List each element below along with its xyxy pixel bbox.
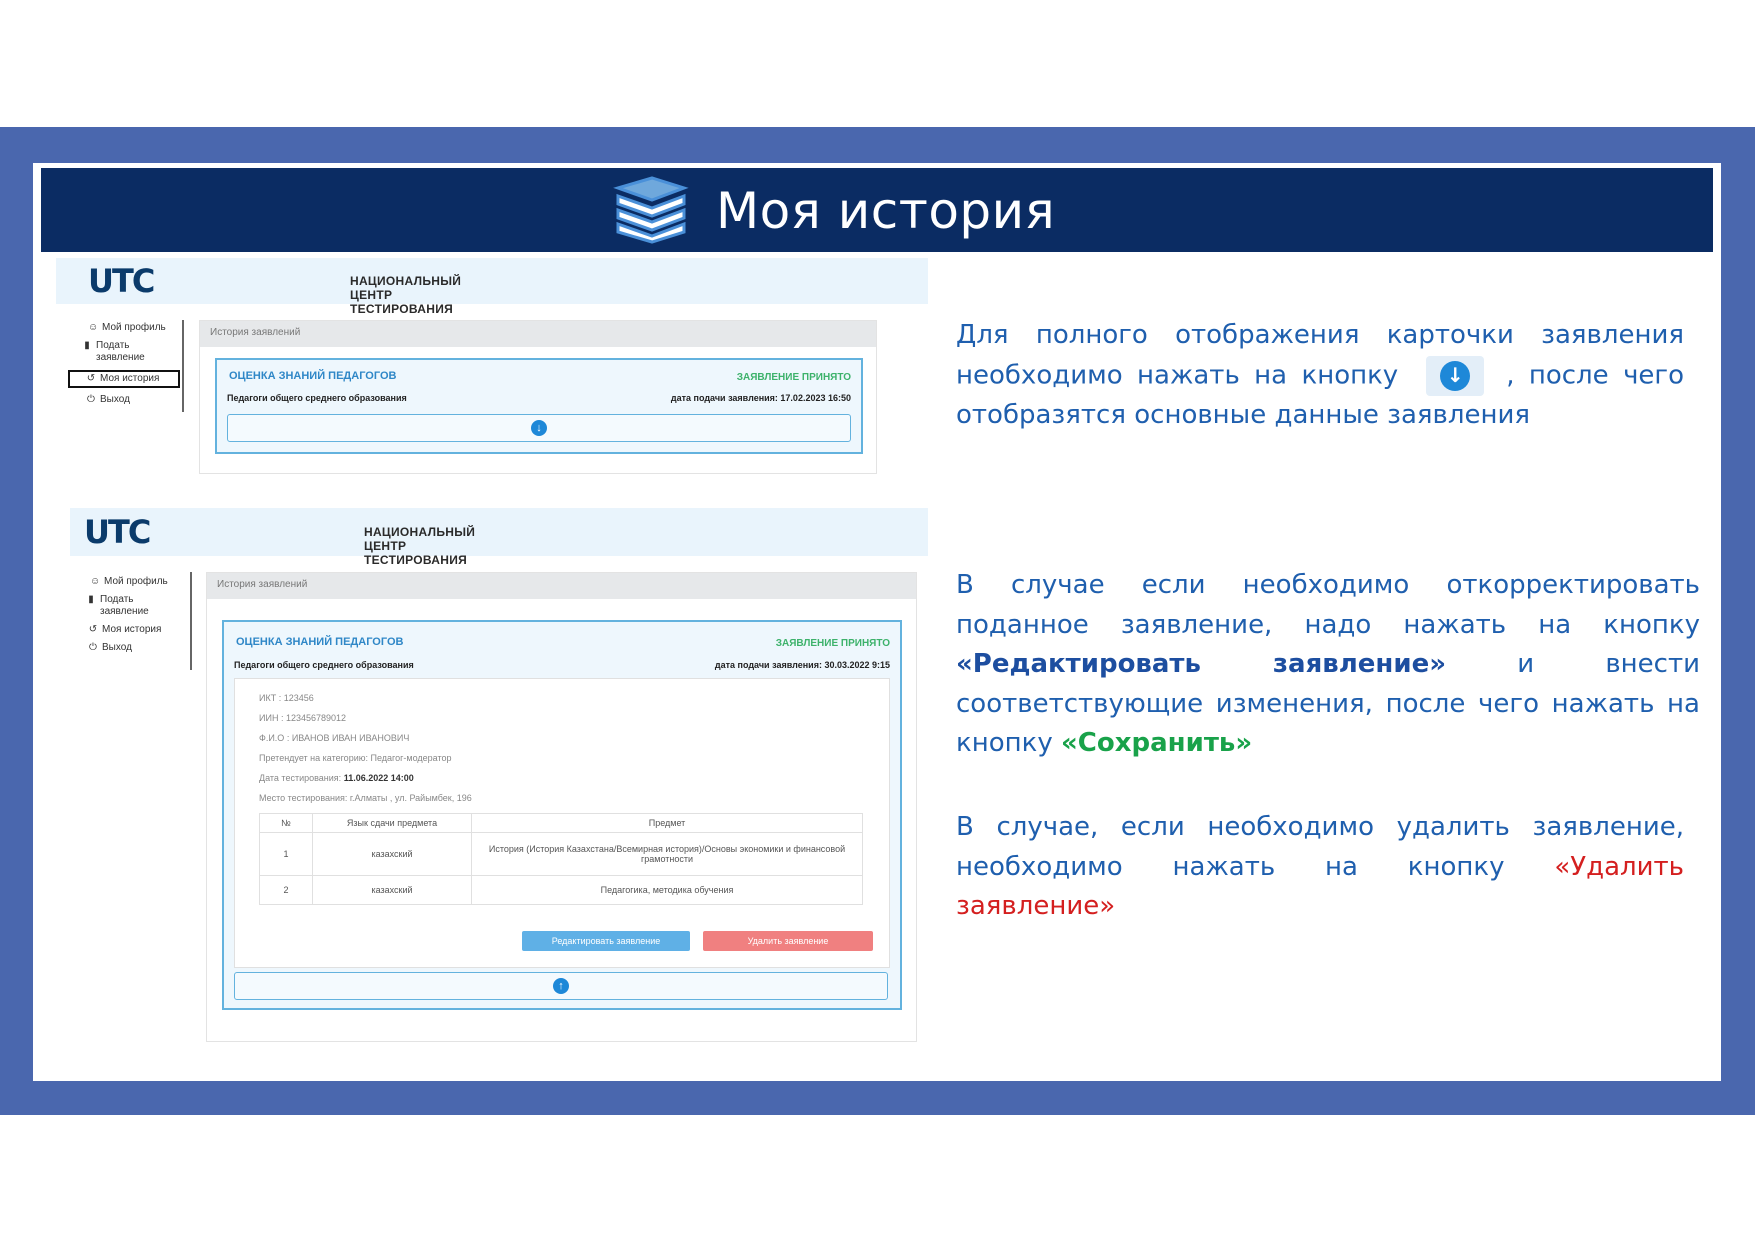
col-subject: Предмет (472, 814, 863, 833)
detail-place: Место тестирования: г.Алматы , ул. Райымбек, 196 (259, 793, 472, 803)
panel-title: История заявлений (207, 573, 916, 599)
application-card (222, 620, 902, 1010)
table-row (260, 833, 863, 876)
file-icon: ▮ (84, 340, 90, 351)
paragraph-delete-hint (956, 808, 1684, 927)
menu-label: Мой профиль (104, 576, 168, 587)
menu-label: Моя история (102, 624, 162, 635)
cell-subject: История (История Казахстана/Всемирная история)/Основы экономики и финансовой грамотности (472, 833, 863, 876)
user-icon: ☺ (90, 576, 101, 587)
history-icon: ↺ (86, 373, 96, 384)
card-date: дата подачи заявления: 17.02.2023 16:50 (670, 393, 851, 403)
menu-divider (182, 320, 184, 412)
detail-ikt: ИКТ : 123456 (259, 693, 314, 703)
site-header-title: НАЦИОНАЛЬНЫЙ ЦЕНТР ТЕСТИРОВАНИЯ (350, 274, 462, 316)
site-header-title: НАЦИОНАЛЬНЫЙ ЦЕНТР ТЕСТИРОВАНИЯ (364, 525, 476, 567)
utc-logo (88, 262, 153, 300)
arrow-up-icon: ↑ (553, 978, 569, 994)
card-title: ОЦЕНКА ЗНАНИЙ ПЕДАГОГОВ (229, 370, 397, 382)
paragraph-edit-hint (956, 566, 1700, 764)
menu-item-history[interactable] (68, 370, 180, 388)
file-icon: ▮ (88, 594, 94, 605)
p1-text-end: , после чего отобразятся основные данные заявления (956, 360, 1684, 430)
application-card (215, 358, 863, 454)
side-menu (78, 576, 188, 660)
delete-application-button[interactable]: Удалить заявление (703, 931, 873, 951)
panel-title: История заявлений (200, 321, 876, 347)
books-icon (612, 174, 690, 249)
card-subtitle: Педагоги общего среднего образования (227, 393, 407, 403)
card-date: дата подачи заявления: 30.03.2022 9:15 (714, 660, 890, 670)
p1-text-start: Для полного отображения карточки заявления необходимо нажать на кнопку (956, 320, 1684, 390)
arrow-down-icon: ↓ (531, 420, 547, 436)
p2-text-middle: и внести соответствующие изменения, после чего нажать на кнопку (956, 649, 1700, 758)
cell-subject: Педагогика, методика обучения (472, 876, 863, 905)
test-date-label: Дата тестирования: (259, 773, 342, 783)
card-subtitle: Педагоги общего среднего образования (234, 660, 414, 670)
menu-item-profile[interactable] (78, 576, 188, 588)
menu-label: Выход (102, 642, 132, 653)
edit-button-name: «Редактировать заявление» (956, 649, 1447, 679)
paragraph-expand-hint (956, 316, 1684, 435)
cell-language: казахский (313, 876, 472, 905)
utc-logo (84, 513, 149, 551)
menu-item-apply[interactable] (78, 594, 188, 618)
menu-item-history[interactable] (78, 624, 188, 636)
user-icon: ☺ (88, 322, 99, 333)
power-icon: ⏻ (87, 394, 95, 405)
status-badge: ЗАЯВЛЕНИЕ ПРИНЯТО (736, 372, 851, 383)
page-title: Моя история (716, 182, 1056, 240)
site-header (70, 508, 928, 556)
col-number: № (260, 814, 313, 833)
title-wrap (612, 172, 1055, 250)
card-title: ОЦЕНКА ЗНАНИЙ ПЕДАГОГОВ (236, 636, 404, 648)
site-header (56, 258, 928, 304)
table-row (260, 876, 863, 905)
detail-iin: ИИН : 123456789012 (259, 713, 347, 723)
menu-label: Подать заявление (96, 340, 145, 363)
menu-label: Моя история (100, 373, 160, 384)
menu-label: Выход (100, 394, 130, 405)
cell-number: 2 (260, 876, 313, 905)
power-icon: ⏻ (89, 642, 97, 653)
expand-button[interactable] (227, 414, 851, 442)
col-language: Язык сдачи предмета (313, 814, 472, 833)
cell-language: казахский (313, 833, 472, 876)
status-badge: ЗАЯВЛЕНИЕ ПРИНЯТО (775, 638, 890, 649)
menu-item-logout[interactable] (68, 394, 180, 406)
application-details (234, 678, 890, 968)
side-menu (68, 322, 180, 412)
save-button-name: «Сохранить» (1060, 728, 1253, 758)
detail-fio: Ф.И.О : ИВАНОВ ИВАН ИВАНОВИЧ (259, 733, 410, 743)
p3-text-start: В случае, если необходимо удалить заявление, необходимо нажать на кнопку (956, 812, 1684, 882)
collapse-button[interactable] (234, 972, 888, 1000)
menu-label: Мой профиль (102, 322, 166, 333)
arrow-down-icon: ↓ (1440, 361, 1470, 391)
menu-item-logout[interactable] (78, 642, 188, 654)
menu-item-profile[interactable] (68, 322, 180, 334)
logo-text: UTC (84, 513, 150, 551)
subjects-table (259, 813, 863, 905)
expand-button-illustration (1426, 356, 1484, 396)
menu-item-apply[interactable] (68, 340, 180, 364)
history-icon: ↺ (88, 624, 98, 635)
test-date-value: 11.06.2022 14:00 (343, 773, 414, 783)
cell-number: 1 (260, 833, 313, 876)
menu-divider (190, 572, 192, 670)
menu-label: Подать заявление (100, 594, 149, 617)
logo-text: UTC (88, 262, 154, 300)
table-header-row (260, 814, 863, 833)
detail-test-date (259, 773, 414, 783)
delete-button-name: «Удалить заявление» (956, 851, 1685, 921)
edit-application-button[interactable]: Редактировать заявление (522, 931, 690, 951)
detail-category: Претендует на категорию: Педагог-модератор (259, 753, 452, 763)
p2-text-start: В случае если необходимо откорректировать поданное заявление, надо нажать на кнопку (956, 570, 1700, 640)
